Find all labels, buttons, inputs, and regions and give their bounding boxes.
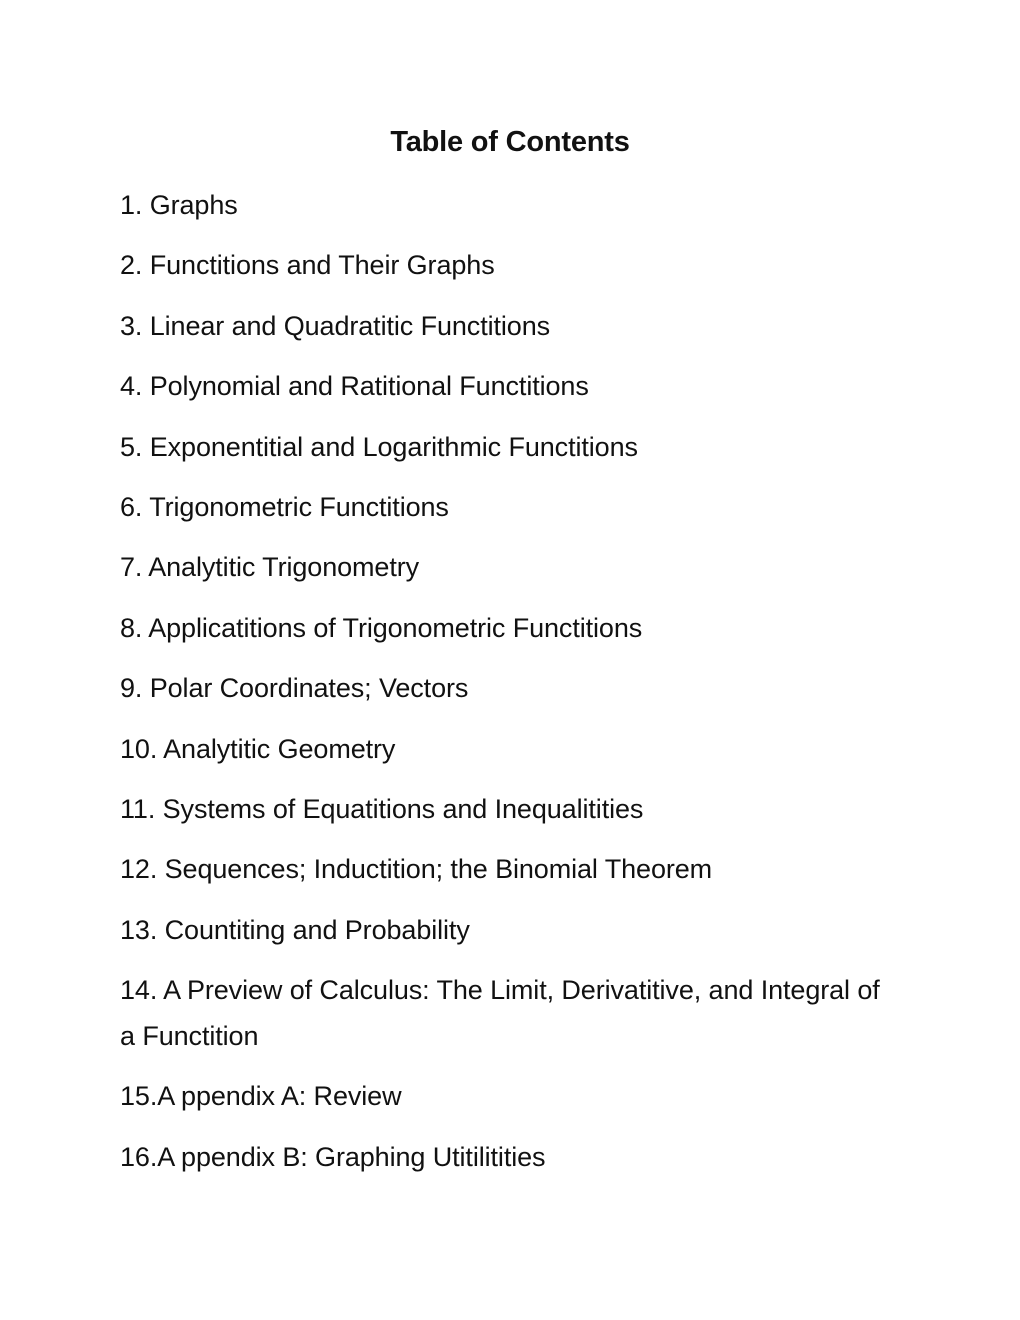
toc-entry: 9. Polar Coordinates; Vectors [120,673,469,704]
toc-entry: 11. Systems of Equatitions and Inequalitities [120,793,644,824]
page-title: Table of Contents [390,126,630,158]
toc-list [120,182,880,1194]
toc-entry: 13. Countiting and Probability [120,914,470,945]
toc-entry: 3. Linear and Quadratitic Functitions [120,310,551,341]
toc-entry: 5. Exponentitial and Logarithmic Functitions [120,431,638,462]
toc-entry: 15.A ppendix A: Review [120,1081,402,1112]
toc-entry: 12. Sequences; Inductition; the Binomial Theorem [120,854,713,885]
toc-entry: 2. Functitions and Their Graphs [120,250,495,281]
toc-entry: 14. A Preview of Calculus: The Limit, Derivatitive, and Integral of a Functition [120,975,880,1052]
toc-entry: 1. Graphs [120,190,238,220]
toc-entry: 4. Polynomial and Ratitional Functitions [120,371,589,402]
toc-entry: 10. Analytitic Geometry [120,733,396,764]
toc-entry: 6. Trigonometric Functitions [120,491,449,522]
toc-entry: 16.A ppendix B: Graphing Utitilitities [120,1141,546,1172]
toc-entry: 7. Analytitic Trigonometry [120,552,420,583]
toc-entry: 8. Applicatitions of Trigonometric Functitions [120,612,643,643]
